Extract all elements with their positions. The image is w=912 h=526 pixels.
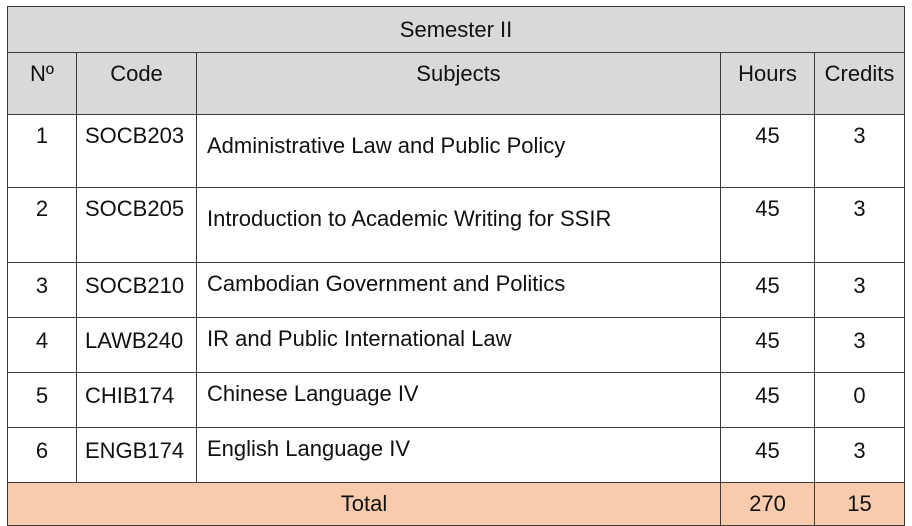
header-hours: Hours <box>721 53 815 115</box>
subject-name: English Language IV <box>197 428 721 483</box>
subject-name: Introduction to Academic Writing for SSIR <box>197 188 721 263</box>
course-credits: 3 <box>815 318 905 373</box>
course-code: SOCB205 <box>77 188 197 263</box>
header-no: Nº <box>8 53 77 115</box>
course-code: LAWB240 <box>77 318 197 373</box>
total-credits: 15 <box>815 483 905 526</box>
course-hours: 45 <box>721 263 815 318</box>
subject-name: IR and Public International Law <box>197 318 721 373</box>
row-number: 1 <box>8 115 77 188</box>
course-code: SOCB203 <box>77 115 197 188</box>
course-code: CHIB174 <box>77 373 197 428</box>
table-row <box>8 115 905 188</box>
course-code: SOCB210 <box>77 263 197 318</box>
table-row <box>8 318 905 373</box>
subject-name: Cambodian Government and Politics <box>197 263 721 318</box>
course-credits: 0 <box>815 373 905 428</box>
subject-name: Chinese Language IV <box>197 373 721 428</box>
row-number: 6 <box>8 428 77 483</box>
header-credits: Credits <box>815 53 905 115</box>
table-row <box>8 373 905 428</box>
course-code: ENGB174 <box>77 428 197 483</box>
semester-title: Semester II <box>8 7 905 53</box>
total-hours: 270 <box>721 483 815 526</box>
row-number: 2 <box>8 188 77 263</box>
course-credits: 3 <box>815 428 905 483</box>
course-credits: 3 <box>815 188 905 263</box>
table-row <box>8 263 905 318</box>
row-number: 3 <box>8 263 77 318</box>
header-code: Code <box>77 53 197 115</box>
course-credits: 3 <box>815 115 905 188</box>
table-row <box>8 188 905 263</box>
course-hours: 45 <box>721 373 815 428</box>
title-row <box>8 7 905 53</box>
course-credits: 3 <box>815 263 905 318</box>
course-hours: 45 <box>721 188 815 263</box>
row-number: 4 <box>8 318 77 373</box>
course-hours: 45 <box>721 318 815 373</box>
total-label: Total <box>8 483 721 526</box>
course-hours: 45 <box>721 115 815 188</box>
header-subjects: Subjects <box>197 53 721 115</box>
semester-table <box>7 6 905 526</box>
course-hours: 45 <box>721 428 815 483</box>
subject-name: Administrative Law and Public Policy <box>197 115 721 188</box>
header-row <box>8 53 905 115</box>
row-number: 5 <box>8 373 77 428</box>
table-row <box>8 428 905 483</box>
total-row <box>8 483 905 526</box>
